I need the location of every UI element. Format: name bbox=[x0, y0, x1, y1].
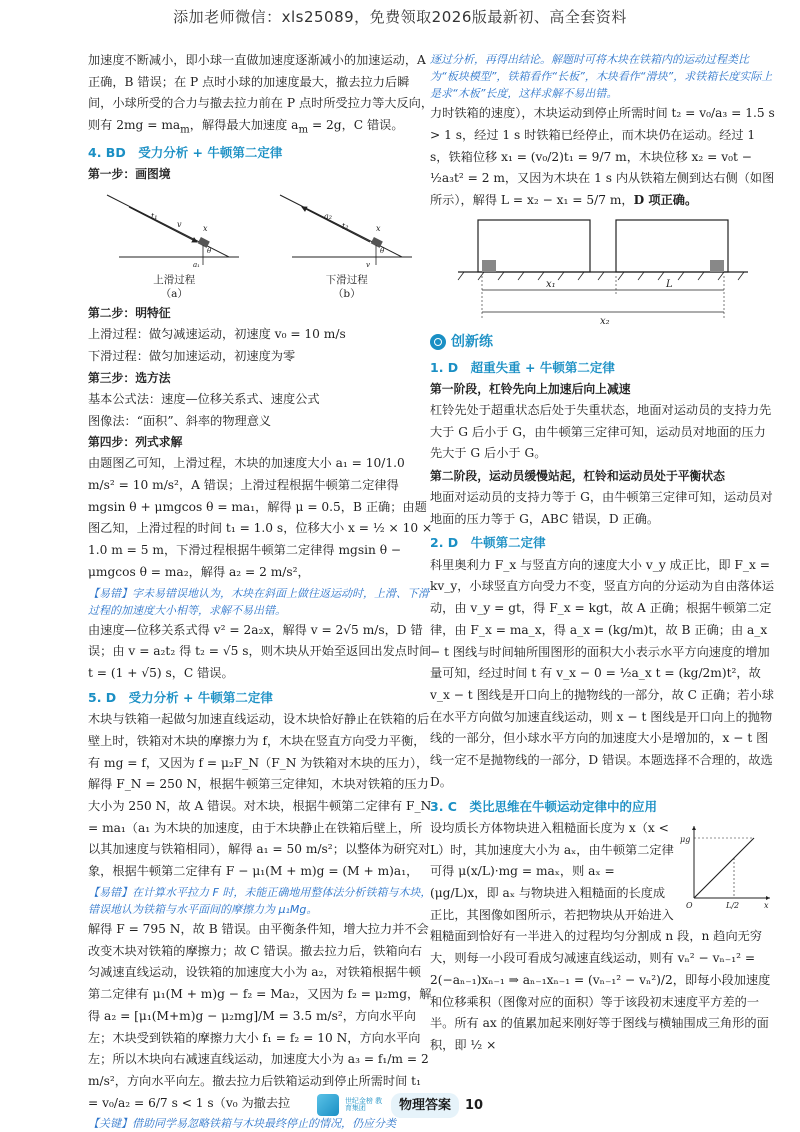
fig-label-L: L bbox=[665, 278, 673, 290]
right-column bbox=[430, 50, 775, 1080]
graph-y-label: μg bbox=[680, 834, 691, 844]
innovation-1-body-2: 地面对运动员的支持力等于 G，由牛顿第三定律可知，运动员对地面的压力等于 G，ABC 错误，D 正确。 bbox=[430, 490, 773, 526]
note-key-3: 【关键】借助同学易忽略铁箱与木块最终停止的情况，仍应分类 bbox=[88, 1117, 396, 1131]
graph-L2-label: L/2 bbox=[726, 900, 740, 910]
svg-text:θ: θ bbox=[207, 246, 212, 255]
note-key-continued: 逐过分析，再得出结论。解题时可将木块在铁箱内的运动过程类比为“板块模型”，铁箱看作“长板”，木块看作“滑块”，求铁箱长度实际上是求“木板”长度，这样求解不易出错。 bbox=[430, 53, 773, 101]
svg-text:t₁: t₁ bbox=[151, 211, 158, 221]
step-3-heading: 第三步：选方法 bbox=[88, 370, 171, 385]
diagram-b-tag: （b） bbox=[332, 288, 361, 301]
innovation-2-title: 2. D 牛顿第二定律 bbox=[430, 535, 546, 551]
innovation-1-stage-2: 第二阶段，运动员缓慢站起，杠铃和运动员处于平衡状态 bbox=[430, 469, 725, 484]
innovation-3-title: 3. C 类比思维在牛顿运动定律中的应用 bbox=[430, 798, 657, 814]
innovation-3-body: 设均质长方体物块进入粗糙面长度为 x（x < L）时，其加速度大小为 aₓ，由牛顿第二定律可得 μ(x/L)·mg = maₓ，则 aₓ = (μg/L)x，即 aₓ 与物块进入粗糙面的长度成正比，其图像如图所示，若把物块从开始进入粗糙面到恰好有一半进入的过程均匀分割成 n 段，n 趋向无穷大，则每一小段可看成匀减速直线运动，则有 vₙ² − vₙ₋₁² = 2(−aₙ₋₁)xₙ₋₁ ⇒ aₙ₋₁xₙ₋₁ = (vₙ₋₁² − vₙ²)/2，即每小段加速度和位移乘积（图像对应的面积）等于该段初末速度平方差的一半。所有 ax 的值累加起来刚好等于图线与横轴围成三角形的面积，即 ½ × bbox=[430, 820, 771, 1053]
left-paragraph-intro: 加速度不断减小，即小球一直做加速度逐渐减小的加速运动，A 正确，B 错误；在 P 点时小球的加速度最大，撤去拉力后瞬间，小球所受的合力与撤去拉力前在 P 点时所受拉力等大反向，则有 $2mg = ma_m$，解得最大加速度 $a_m = 2g$，C 错误。 bbox=[88, 53, 434, 136]
svg-text:t₂: t₂ bbox=[341, 221, 349, 231]
innovation-icon bbox=[430, 334, 446, 350]
ax-graph bbox=[680, 820, 775, 910]
svg-text:a₂: a₂ bbox=[323, 211, 332, 221]
incline-diagrams bbox=[88, 187, 433, 302]
incline-down-figure bbox=[272, 187, 422, 269]
step-4-heading: 第四步：列式求解 bbox=[88, 435, 183, 450]
innovation-2-body: 科里奥利力 F_x 与竖直方向的速度大小 v_y 成正比，即 F_x = kv_y，小球竖直方向受力不变，竖直方向的分运动为自由落体运动，由 v_y = gt，得 F_x = kgt，故 A 正确；根据牛顿第二定律，由 F_x = ma_x，得 a_x = (kg/m)t，故 B 正确；由 a_x − t 图线与时间轴所围图形的面积大小表示水平方向速度的增加量可知，经过时间 t 有 v_x − 0 = ½a_x t = (kg/2m)t²，故 v_x − t 图线是开口向上的抛物线的一部分，故 C 正确；若小球在水平方向做匀加速直线运动，则 x − t 图线是开口向上的抛物线的一部分，但小球水平方向的加速度大小是增加的，x − t 图线一定不是抛物线的一部分，D 错误。本题选择不合理的，故选 D。 bbox=[430, 557, 775, 789]
graph-x-label: x bbox=[764, 900, 769, 910]
solve-1-text: 由题图乙可知，上滑过程，木块的加速度大小 a₁ = 10/1.0 m/s² = 10 m/s²，A 错误；上滑过程根据牛顿第二定律得 mgsin θ + μmgcos θ = ma₁，解得 μ = 0.5，B 正确；由题图乙知，上滑过程的时间 t₁ = 1.0 s，位移大小 x = ½ × 10 × 1.0 m = 5 m，下滑过程根据牛顿第二定律得 mgsin θ − μmgcos θ = ma₂，解得 a₂ = 2 m/s²， bbox=[88, 456, 433, 579]
box-displacement-figure bbox=[438, 214, 768, 326]
diagram-a-caption: 上滑过程 bbox=[153, 274, 196, 287]
incline-up-figure bbox=[99, 187, 249, 269]
fig-label-x2: x₂ bbox=[599, 315, 610, 327]
answer-5-body: 木块与铁箱一起做匀加速直线运动，设木块恰好静止在铁箱的后壁上时，铁箱对木块的摩擦力为 f，木块在竖直方向受力平衡，有 mg = f，又因为 f = μ₂F_N（F_N 为铁箱对木块的压力），解得 F_N = 250 N，根据牛顿第三定律知，木块对铁箱的压力大小为 250 N，故 A 错误。对木块，根据牛顿第二定律有 F_N = ma₁（a₁ 为木块的加速度，由于木块静止在铁箱后壁上，所以其加速度与铁箱相同），解得 a₁ = 50 m/s²；以整体为研究对象，根据牛顿第二定律有 F − μ₁(M + m)g = (M + m)a₁， bbox=[88, 712, 432, 879]
page-number: 10 bbox=[464, 1097, 484, 1113]
innovation-1-title: 1. D 超重失重 + 牛顿第二定律 bbox=[430, 359, 615, 375]
innovation-1-body-1: 杠铃先处于超重状态后处于失重状态，地面对运动员的支持力先大于 G 后小于 G，由牛顿第三定律可知，运动员对地面的压力先大于 G 后小于 G。 bbox=[430, 402, 772, 461]
down-process-text: 下滑过程：做匀加速运动，初速度为零 bbox=[88, 349, 296, 364]
diagram-b bbox=[272, 187, 422, 302]
graph-origin-label: O bbox=[686, 900, 693, 910]
footer-subject-label: 物理答案 bbox=[391, 1093, 459, 1118]
diagram-a-tag: （a） bbox=[160, 288, 188, 301]
header-watermark: 添加老师微信：xls25089，免费领取2026版最新初、高全套资料 bbox=[173, 8, 627, 26]
page-footer bbox=[0, 1093, 800, 1118]
fig-label-x1: x₁ bbox=[545, 278, 556, 290]
svg-text:θ: θ bbox=[379, 246, 384, 255]
solve-2-text: 由速度—位移关系式得 v² = 2a₂x，解得 v = 2√5 m/s，D 错误；由 v = a₂t₂ 得 t₂ = √5 s，则木块从开始至返回出发点时间 t = (1 + √5) s，C 错误。 bbox=[88, 622, 432, 681]
svg-text:x: x bbox=[375, 223, 381, 233]
note-mistake-1: 【易错】字未易错误地认为，木块在斜面上做往返运动时，上滑、下滑过程的加速度大小相等，求解不易出错。 bbox=[88, 586, 429, 617]
up-process-text: 上滑过程：做匀减速运动，初速度 v₀ = 10 m/s bbox=[88, 327, 346, 342]
svg-text:a₁: a₁ bbox=[193, 260, 201, 269]
step-1-heading: 第一步：画图境 bbox=[88, 166, 171, 181]
publisher-name: 世纪金榜 教育集团 bbox=[344, 1096, 383, 1113]
step-2-heading: 第二步：明特征 bbox=[88, 306, 171, 321]
method-2-text: 图像法：“面积”、斜率的物理意义 bbox=[88, 413, 272, 428]
svg-text:v: v bbox=[365, 260, 370, 269]
innovation-1-stage-1: 第一阶段，杠铃先向上加速后向上减速 bbox=[430, 381, 631, 396]
diagram-a bbox=[99, 187, 249, 302]
diagram-b-caption: 下滑过程 bbox=[325, 274, 368, 287]
answer-5-body-2: 解得 F = 795 N，故 B 错误。由平衡条件知，增大拉力并不会改变木块对铁箱的摩擦力；故 C 错误。撤去拉力后，铁箱向右匀减速直线运动，设铁箱的加速度大小为 a₂，对铁箱根据牛顿第二定律有 μ₁(M + m)g − f₂ = Ma₂，又因为 f₂ = μ₂mg，解得 a₂ = [μ₁(M+m)g − μ₂mg]/M = 3.5 m/s²，方向水平向左；木块受到铁箱的摩擦力大小 f₁ = f₂ = 10 N，方向水平向左；所以木块向右减速直线运动，加速度大小为 a₃ = f₁/m = 2 m/s²，方向水平向左。撤去拉力后铁箱运动到停止所需时间 t₁ = v₀/a₂ = 6/7 s < 1 s（v₀ 为撤去拉 bbox=[88, 921, 432, 1110]
right-paragraph-1: 力时铁箱的速度），木块运动到停止所需时间 t₂ = v₀/a₃ = 1.5 s > 1 s，经过 1 s 时铁箱已经停止，而木块仍在运动。经过 1 s，铁箱位移 x₁ = (v₀/2)t₁ = 9/7 m，木块位移 x₂ = v₀t − ½a₃t² = 2 m，又因为木块在 1 s 内从铁箱左侧到达右侧（如图所示），解得 L = x₂ − x₁ = 5/7 m，D 项正确。 bbox=[430, 106, 775, 208]
section-innovation: 创新练 bbox=[430, 330, 775, 355]
answer-4-title: 4. BD 受力分析 + 牛顿第二定律 bbox=[88, 144, 283, 160]
note-mistake-2: 【易错】在计算水平拉力 F 时，未能正确地用整体法分析铁箱与木块，错误地认为铁箱与水平面间的摩擦力为 μ₁Mg。 bbox=[88, 885, 432, 916]
method-1-text: 基本公式法：速度—位移关系式、速度公式 bbox=[88, 391, 320, 406]
publisher-logo-icon bbox=[317, 1094, 339, 1116]
svg-text:v: v bbox=[177, 219, 182, 229]
svg-text:x: x bbox=[203, 223, 208, 233]
answer-5-title: 5. D 受力分析 + 牛顿第二定律 bbox=[88, 689, 273, 705]
